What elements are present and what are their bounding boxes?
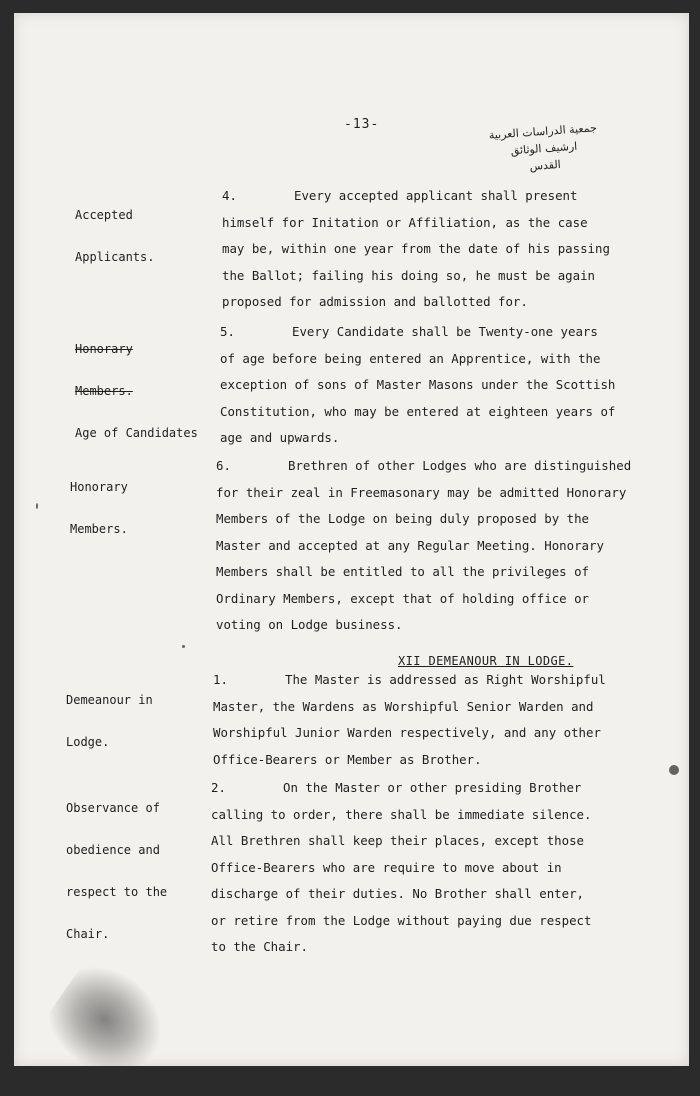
section-number: 2. — [211, 780, 226, 795]
margin-note-accepted-applicants — [75, 180, 154, 292]
archive-stamp — [482, 119, 605, 178]
paragraph-line: Master and accepted at any Regular Meeting. Honorary — [216, 537, 604, 553]
ink-spot — [182, 645, 185, 648]
margin-line: Observance of — [66, 801, 160, 815]
section-5-paragraph — [220, 319, 615, 452]
document-page — [14, 13, 689, 1066]
margin-note-demeanour — [66, 665, 153, 777]
paragraph-line: Master, the Wardens as Worshipful Senior Warden and — [213, 698, 594, 714]
paragraph-line: Ordinary Members, except that of holding office or — [216, 590, 589, 606]
paragraph-line: voting on Lodge business. — [216, 617, 403, 632]
paragraph-line: for their zeal in Freemasonary may be admitted Honorary — [216, 484, 627, 500]
stamp-line: ارشيف الوثائق — [510, 139, 578, 158]
paragraph-line: The Master is addressed as Right Worshipful — [285, 672, 606, 687]
margin-note-age-of-candidates — [75, 314, 198, 468]
margin-line: Lodge. — [66, 735, 110, 749]
paragraph-line: Worshipful Junior Warden respectively, and any other — [213, 725, 601, 740]
paragraph-line: to the Chair. — [211, 939, 308, 954]
margin-line: Accepted — [75, 208, 133, 222]
section-4-paragraph — [222, 183, 610, 316]
paragraph-line: proposed for admission and ballotted for. — [222, 294, 528, 309]
paragraph-line: Members shall be entitled to all the privileges of — [216, 564, 589, 579]
paragraph-line: Every Candidate shall be Twenty-one years — [292, 324, 598, 339]
section-6-paragraph — [216, 453, 631, 639]
margin-note-observance — [66, 773, 167, 969]
ink-spot — [669, 765, 679, 775]
paragraph-line: exception of sons of Master Masons under the Scottish — [220, 377, 616, 392]
margin-line: obedience and — [66, 843, 160, 857]
section-number: 1. — [213, 672, 228, 687]
demeanour-2-paragraph — [211, 775, 591, 961]
margin-line: Members. — [70, 522, 128, 536]
paragraph-line: or retire from the Lodge without paying due respect — [211, 912, 592, 928]
struck-margin-line: Honorary — [75, 342, 133, 356]
paragraph-line: age and upwards. — [220, 430, 340, 445]
stamp-line: جمعية الدراسات العربية — [488, 121, 598, 142]
stamp-line: القدس — [529, 157, 562, 174]
paragraph-line: calling to order, there shall be immediate silence. — [211, 806, 592, 822]
margin-line: Age of Candidates — [75, 426, 198, 440]
paragraph-line: himself for Initation or Affiliation, as the case — [222, 214, 588, 230]
ink-smudge — [35, 950, 182, 1095]
paragraph-line: may be, within one year from the date of his passing — [222, 241, 610, 256]
paragraph-line: Constitution, who may be entered at eighteen years of — [220, 403, 616, 419]
paragraph-line: On the Master or other presiding Brother — [283, 780, 582, 795]
paragraph-line: All Brethren shall keep their places, except those — [211, 833, 584, 848]
margin-line: Demeanour in — [66, 693, 153, 707]
section-number: 6. — [216, 458, 231, 473]
paragraph-line: Office-Bearers or Member as Brother. — [213, 751, 482, 767]
ink-spot — [36, 503, 38, 509]
margin-line: respect to the — [66, 885, 168, 899]
section-heading: XII DEMEANOUR IN LODGE. — [398, 654, 574, 668]
margin-line: Chair. — [66, 927, 110, 941]
demeanour-1-paragraph — [213, 667, 606, 773]
section-number: 4. — [222, 188, 237, 203]
margin-note-honorary-members — [70, 452, 128, 564]
section-number: 5. — [220, 324, 235, 339]
paragraph-line: Members of the Lodge on being duly proposed by the — [216, 511, 589, 526]
paragraph-line: discharge of their duties. No Brother shall enter, — [211, 886, 584, 901]
page-number: -13- — [344, 117, 380, 132]
paragraph-line: Office-Bearers who are require to move about in — [211, 859, 562, 875]
struck-margin-line: Members. — [75, 384, 133, 398]
paragraph-line: of age before being entered an Apprentice, with the — [220, 350, 601, 366]
paragraph-line: Brethren of other Lodges who are distinguished — [288, 458, 632, 473]
margin-line: Applicants. — [75, 250, 155, 264]
margin-line: Honorary — [70, 480, 128, 494]
paragraph-line: the Ballot; failing his doing so, he must be again — [222, 267, 595, 283]
paragraph-line: Every accepted applicant shall present — [294, 188, 578, 203]
